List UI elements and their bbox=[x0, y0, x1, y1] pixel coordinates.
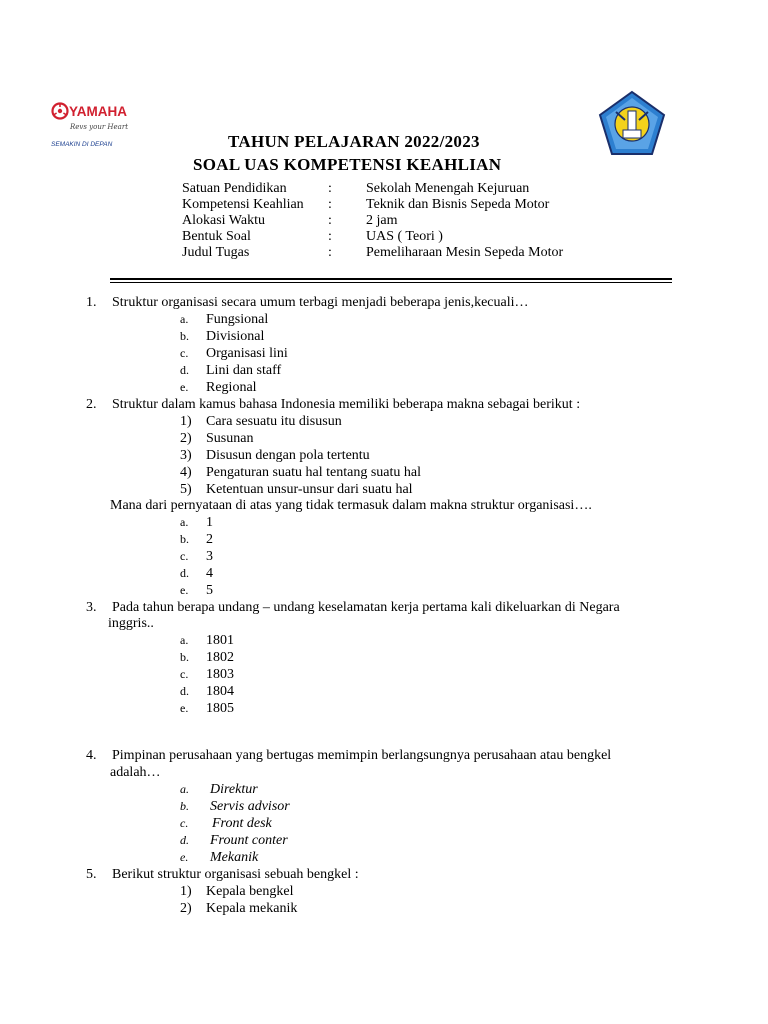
brand-tagline: Revs your Heart bbox=[70, 123, 129, 131]
option-text: Direktur bbox=[210, 782, 258, 797]
info-value: Sekolah Menengah Kejuruan bbox=[366, 181, 530, 196]
option-letter: d. bbox=[180, 833, 189, 847]
option-text: Front desk bbox=[212, 816, 272, 831]
option-text: 1803 bbox=[206, 667, 234, 682]
option-letter: e. bbox=[180, 850, 189, 864]
option-text: Lini dan staff bbox=[206, 363, 282, 378]
school-logo bbox=[598, 90, 666, 158]
info-label: Satuan Pendidikan bbox=[182, 181, 287, 196]
statement-number: 5) bbox=[180, 482, 192, 497]
option-letter: e. bbox=[180, 583, 189, 597]
option-letter: a. bbox=[180, 515, 189, 529]
question-text: Struktur organisasi secara umum terbagi menjadi beberapa jenis,kecuali… bbox=[112, 295, 529, 310]
option-text: Organisasi lini bbox=[206, 346, 288, 361]
question-text: Pada tahun berapa undang – undang keselamatan kerja pertama kali dikeluarkan di Negara bbox=[112, 600, 620, 615]
option-letter: c. bbox=[180, 549, 189, 563]
question-text-continued: inggris.. bbox=[108, 616, 154, 631]
statement-text: Pengaturan suatu hal tentang suatu hal bbox=[206, 465, 421, 480]
option-letter: a. bbox=[180, 312, 189, 326]
option-letter: b. bbox=[180, 799, 189, 813]
question-text: Struktur dalam kamus bahasa Indonesia memiliki beberapa makna sebagai berikut : bbox=[112, 397, 581, 412]
option-text: Servis advisor bbox=[210, 799, 290, 814]
header-divider bbox=[110, 278, 672, 280]
info-value: Pemeliharaan Mesin Sepeda Motor bbox=[366, 245, 564, 260]
statement-text: Susunan bbox=[206, 431, 254, 446]
option-letter: c. bbox=[180, 346, 189, 360]
title-exam: SOAL UAS KOMPETENSI KEAHLIAN bbox=[193, 155, 502, 174]
option-text: Fungsional bbox=[206, 312, 269, 327]
question-text: Pimpinan perusahaan yang bertugas memimpin berlangsungnya perusahaan atau bengkel bbox=[112, 748, 612, 763]
option-letter: b. bbox=[180, 650, 189, 664]
statement-number: 1) bbox=[180, 884, 192, 899]
statement-number: 1) bbox=[180, 414, 192, 429]
statement-text: Kepala bengkel bbox=[206, 884, 294, 899]
question-number: 5. bbox=[86, 867, 97, 882]
question-text: Berikut struktur organisasi sebuah bengkel : bbox=[112, 867, 359, 882]
info-separator: : bbox=[328, 229, 332, 244]
info-label: Alokasi Waktu bbox=[182, 213, 265, 228]
option-text: 1804 bbox=[206, 684, 234, 699]
statement-number: 4) bbox=[180, 465, 192, 480]
option-letter: e. bbox=[180, 701, 189, 715]
option-letter: b. bbox=[180, 329, 189, 343]
option-text: 1 bbox=[206, 515, 213, 530]
info-label: Bentuk Soal bbox=[182, 229, 251, 244]
statement-text: Cara sesuatu itu disusun bbox=[206, 414, 342, 429]
option-text: 1802 bbox=[206, 650, 234, 665]
option-letter: d. bbox=[180, 566, 189, 580]
option-text: Frount conter bbox=[210, 833, 288, 848]
info-value: 2 jam bbox=[366, 213, 398, 228]
yamaha-logo bbox=[50, 98, 142, 154]
option-letter: a. bbox=[180, 633, 189, 647]
info-separator: : bbox=[328, 245, 332, 260]
brand-slogan: SEMAKIN DI DEPAN bbox=[51, 141, 113, 148]
info-separator: : bbox=[328, 213, 332, 228]
option-text: 1805 bbox=[206, 701, 234, 716]
option-letter: d. bbox=[180, 684, 189, 698]
option-text: 5 bbox=[206, 583, 213, 598]
info-label: Kompetensi Keahlian bbox=[182, 197, 304, 212]
option-text: Mekanik bbox=[210, 850, 259, 865]
option-letter: e. bbox=[180, 380, 189, 394]
statement-text: Kepala mekanik bbox=[206, 901, 298, 916]
option-letter: a. bbox=[180, 782, 189, 796]
option-text: 2 bbox=[206, 532, 213, 547]
question-text-continued: adalah… bbox=[110, 765, 161, 780]
title-academic-year: TAHUN PELAJARAN 2022/2023 bbox=[228, 132, 480, 151]
option-text: Regional bbox=[206, 380, 257, 395]
option-text: Divisional bbox=[206, 329, 265, 344]
question-followup: Mana dari pernyataan di atas yang tidak termasuk dalam makna struktur organisasi…. bbox=[110, 498, 592, 513]
question-number: 4. bbox=[86, 748, 97, 763]
statement-text: Ketentuan unsur-unsur dari suatu hal bbox=[206, 482, 413, 497]
question-number: 1. bbox=[86, 295, 97, 310]
option-letter: c. bbox=[180, 667, 189, 681]
statement-number: 2) bbox=[180, 901, 192, 916]
info-value: UAS ( Teori ) bbox=[366, 229, 443, 244]
option-letter: c. bbox=[180, 816, 189, 830]
statement-number: 3) bbox=[180, 448, 192, 463]
yamaha-tuning-fork-icon bbox=[53, 104, 68, 119]
option-text: 3 bbox=[206, 549, 213, 564]
info-separator: : bbox=[328, 181, 332, 196]
statement-number: 2) bbox=[180, 431, 192, 446]
question-number: 3. bbox=[86, 600, 97, 615]
question-number: 2. bbox=[86, 397, 97, 412]
option-letter: b. bbox=[180, 532, 189, 546]
info-label: Judul Tugas bbox=[182, 245, 250, 260]
option-letter: d. bbox=[180, 363, 189, 377]
info-separator: : bbox=[328, 197, 332, 212]
statement-text: Disusun dengan pola tertentu bbox=[206, 448, 370, 463]
info-value: Teknik dan Bisnis Sepeda Motor bbox=[366, 197, 550, 212]
header-divider bbox=[110, 282, 672, 283]
option-text: 1801 bbox=[206, 633, 234, 648]
brand-name: YAMAHA bbox=[69, 104, 128, 119]
school-emblem-icon bbox=[598, 90, 666, 158]
option-text: 4 bbox=[206, 566, 213, 581]
